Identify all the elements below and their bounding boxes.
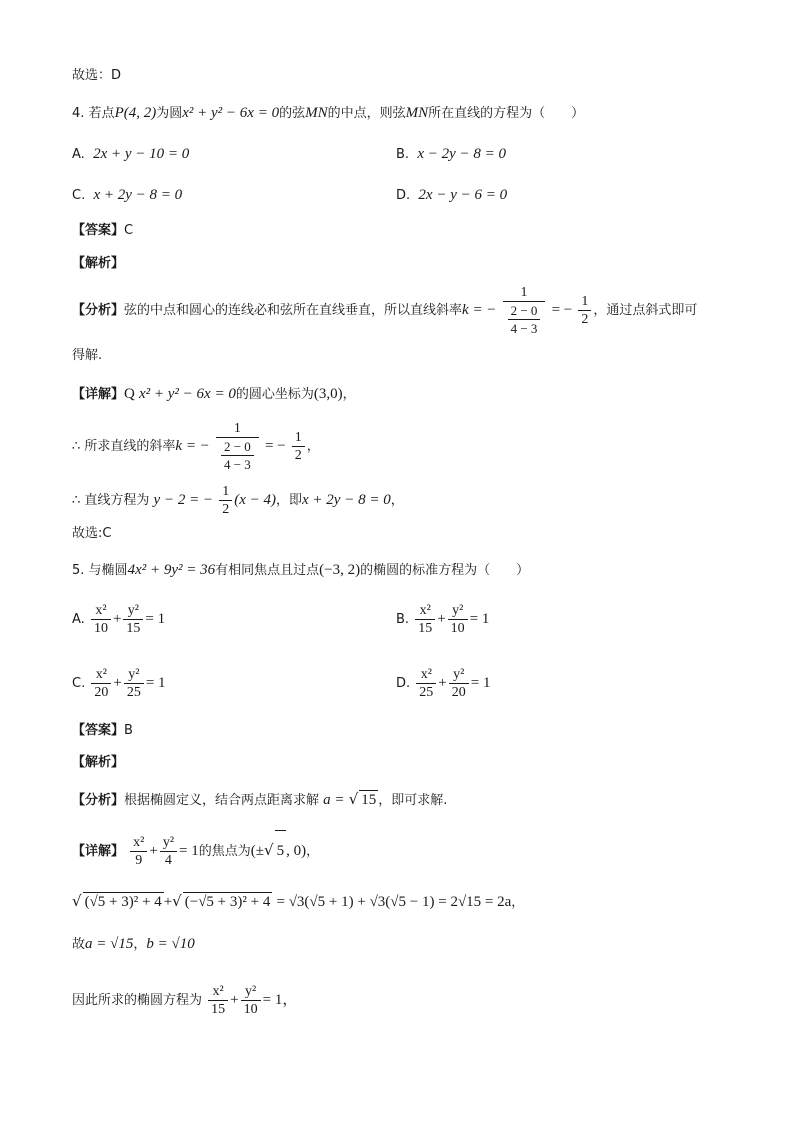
option-text: 2x − y − 6 = 0: [418, 187, 508, 203]
q4-circle-eq: x² + y² − 6x = 0: [182, 105, 280, 121]
opt-a-frac-x: [91, 602, 111, 637]
q5-conclusion: [72, 935, 195, 954]
q4-chord-2: MN: [405, 105, 429, 121]
detail-tag: 【详解】: [72, 387, 125, 402]
slope-inner-den: 4 − 3: [510, 321, 538, 336]
slope-inner-num: 2 − 0: [508, 302, 541, 320]
option-text: x − 2y − 8 = 0: [417, 146, 507, 162]
fenxi-tag: 【分析】: [72, 793, 125, 808]
q4-point: P(4, 2): [114, 105, 157, 121]
line-eq-pre: y − 2 = −: [153, 492, 214, 508]
frac-den: 10: [450, 621, 465, 636]
q5-stem: [72, 561, 529, 580]
option-text: 2x + y − 10 = 0: [93, 146, 190, 162]
q4-option-a: [72, 145, 189, 164]
line-half-fraction: [219, 483, 232, 518]
q5-distance-line: [72, 892, 524, 912]
detail-circle-eq: x² + y² − 6x = 0: [139, 386, 236, 402]
opt-a-frac-y: [123, 602, 143, 637]
plus-sign: +: [230, 992, 239, 1008]
detail-center: (3,0): [313, 386, 343, 402]
analysis-tag: 【解析】: [72, 755, 125, 770]
frac-num: y²: [449, 666, 469, 684]
sqrt-icon: √: [72, 892, 82, 910]
fenxi-end: ，通过点斜式即可: [593, 303, 698, 318]
dist-term-1: (√5 + 3)² + 4: [84, 894, 162, 910]
conc-pre: 故: [72, 937, 86, 952]
option-label: A.: [72, 612, 85, 627]
because-symbol: Q: [124, 386, 135, 402]
q4-fenxi-line2: 得解.: [72, 348, 103, 363]
option-label: C.: [72, 188, 86, 203]
frac-den: 20: [94, 685, 109, 700]
half-num: 1: [578, 293, 591, 311]
slope2-inner-num: 2 − 0: [221, 438, 254, 456]
final-pre: 因此所求的椭圆方程为: [72, 993, 203, 1008]
q4-analysis-tag: [72, 255, 124, 273]
q5-point: (−3, 2): [319, 562, 361, 578]
frac-num: x²: [208, 983, 228, 1001]
conc-b: b = √10: [146, 936, 195, 952]
q4-choose: 故选:C: [72, 526, 112, 541]
line-half-den: 2: [222, 502, 230, 517]
frac-den: 4: [164, 853, 172, 868]
sqrt-icon: √: [172, 892, 182, 910]
option-label: D.: [396, 188, 411, 203]
final-frac-y: [241, 983, 261, 1018]
frac-den: 10: [93, 621, 108, 636]
q5-stem-mid: 有相同焦点且过点: [215, 563, 320, 578]
detail-comma: ，: [306, 844, 320, 859]
q5-analysis-tag: [72, 754, 124, 772]
q4-stem-end: 所在直线的方程为（ ）: [428, 106, 585, 121]
half2-num: 1: [292, 429, 305, 447]
q4-fenxi: [72, 280, 697, 341]
q5-option-b: [396, 602, 489, 637]
q4-answer: [72, 222, 133, 240]
fenxi-a-radicand: 15: [361, 792, 377, 808]
conc-a: a = √15: [85, 936, 134, 952]
opt-c-frac-x: [91, 666, 111, 701]
frac-num: y²: [241, 983, 261, 1001]
frac-den: 15: [211, 1002, 226, 1017]
option-label: B.: [396, 612, 410, 627]
frac-den: 15: [418, 621, 433, 636]
sqrt-icon: √: [348, 790, 359, 808]
option-label: C.: [72, 676, 86, 691]
slope-fraction-den: [503, 302, 546, 337]
plus-sign: +: [112, 611, 122, 627]
detail-focus-left: (±: [250, 843, 264, 859]
q5-detail: [72, 830, 319, 872]
frac-num: x²: [91, 602, 111, 620]
opt-d-frac-x: [416, 666, 436, 701]
frac-num: x²: [415, 602, 435, 620]
fenxi-text: 根据椭圆定义，结合两点距离求解: [124, 793, 320, 808]
slope-inner-fraction: [508, 302, 541, 337]
answer-value: C: [124, 223, 134, 238]
q5-number: 5.: [72, 563, 85, 578]
line-prefix: ∴ 直线方程为: [72, 493, 150, 508]
detail-focus-text: 的焦点为: [198, 844, 251, 859]
slope2-eq-minus: = −: [264, 438, 286, 454]
detail-center-text: 的圆心坐标为: [235, 387, 314, 402]
conc-sep: ，: [133, 937, 147, 952]
q5-final: [72, 980, 297, 1021]
opt-b-frac-y: [448, 602, 468, 637]
plus-sign: +: [149, 843, 158, 859]
q5-option-c: [72, 666, 166, 701]
q4-option-c: [72, 186, 182, 205]
dist-end: ，: [511, 895, 525, 910]
opt-d-frac-y: [449, 666, 469, 701]
equals-one: = 1: [470, 675, 491, 691]
q5-option-d: [396, 666, 490, 701]
answer-tag: 【答案】: [72, 723, 125, 738]
option-label: A.: [72, 147, 85, 162]
frac-den: 20: [451, 685, 466, 700]
half2-fraction: [292, 429, 305, 464]
option-label: D.: [396, 676, 411, 691]
frac-num: y²: [123, 602, 143, 620]
frac-den: 15: [126, 621, 141, 636]
q4-number: 4.: [72, 106, 85, 121]
frac-num: x²: [130, 834, 147, 852]
frac-num: y²: [124, 666, 144, 684]
q4-stem-mid3: 的中点，则弦: [327, 106, 406, 121]
q4-stem-mid2: 的弦: [279, 106, 306, 121]
slope2-comma: ，: [306, 439, 320, 454]
answer-value: B: [124, 723, 133, 738]
final-frac-x: [208, 983, 228, 1018]
q5-stem-pre: 与椭圆: [88, 563, 128, 578]
plus-sign: +: [438, 675, 447, 691]
dist-result: = √3(√5 + 1) + √3(√5 − 1) = 2√15 = 2a: [276, 894, 512, 910]
slope-prefix: ∴ 所求直线的斜率: [72, 439, 176, 454]
slope2-den: [216, 438, 259, 473]
fenxi-k: k = −: [462, 302, 497, 318]
plus-sign: +: [113, 675, 122, 691]
prev-choice-line: 故选：D: [72, 68, 122, 83]
answer-tag: 【答案】: [72, 223, 125, 238]
slope-k: k = −: [175, 438, 210, 454]
equals-one: = 1: [145, 675, 166, 691]
frac-den: 25: [126, 685, 141, 700]
frac-num: x²: [91, 666, 111, 684]
detail-focus-right: , 0): [286, 843, 307, 859]
fenxi-end: ，即可求解.: [378, 793, 448, 808]
fenxi-eq-minus: = −: [551, 302, 573, 318]
equals-one: = 1: [469, 611, 490, 627]
option-text: x + 2y − 8 = 0: [93, 187, 183, 203]
slope2-inner-fraction: [221, 438, 254, 473]
final-end: = 1，: [262, 992, 298, 1008]
equals-one: = 1: [179, 843, 199, 859]
half2-den: 2: [294, 448, 302, 463]
detail-comma: ，: [342, 387, 356, 402]
q4-detail: [72, 385, 356, 404]
detail-tag: 【详解】: [72, 844, 125, 859]
frac-den: 10: [243, 1002, 258, 1017]
sqrt-icon: √: [264, 841, 274, 859]
frac-num: y²: [160, 834, 177, 852]
line-final: x + 2y − 8 = 0: [302, 492, 391, 508]
option-label: B.: [396, 147, 410, 162]
half-den: 2: [581, 312, 589, 327]
fenxi-text: 弦的中点和圆心的连线必和弦所在直线垂直，所以直线斜率: [124, 303, 463, 318]
q4-stem: [72, 104, 584, 123]
slope2-fraction: [216, 420, 259, 473]
line-eq-post: (x − 4): [234, 492, 276, 508]
slope-fraction: [503, 284, 546, 337]
plus-sign: +: [163, 894, 173, 910]
line-end: ，: [390, 493, 404, 508]
half-fraction: [578, 293, 591, 328]
frac-den: 9: [135, 853, 143, 868]
q4-option-b: [396, 145, 506, 164]
q4-stem-pre: 若点: [88, 106, 115, 121]
detail-frac-y: [160, 834, 177, 869]
q5-fenxi: [72, 790, 447, 810]
q5-stem-end: 的椭圆的标准方程为（ ）: [360, 563, 530, 578]
q4-chord-1: MN: [305, 105, 328, 121]
line-half-num: 1: [219, 483, 232, 501]
slope-fraction-num: 1: [503, 284, 546, 302]
fenxi-tag: 【分析】: [72, 303, 125, 318]
equals-one: = 1: [145, 611, 166, 627]
analysis-tag: 【解析】: [72, 256, 125, 271]
slope2-num: 1: [216, 420, 259, 438]
q4-stem-mid1: 为圆: [156, 106, 183, 121]
q4-option-d: [396, 186, 507, 205]
q4-slope-line: [72, 418, 320, 475]
opt-b-frac-x: [415, 602, 435, 637]
opt-c-frac-y: [124, 666, 144, 701]
detail-focus-radicand: 5: [275, 830, 287, 871]
frac-num: x²: [416, 666, 436, 684]
q5-option-a: [72, 602, 165, 637]
frac-num: y²: [448, 602, 468, 620]
q4-line-eq: [72, 482, 404, 519]
fenxi-a: a =: [323, 792, 345, 808]
q5-answer: [72, 722, 133, 740]
plus-sign: +: [437, 611, 446, 627]
frac-den: 25: [419, 685, 434, 700]
detail-frac-x: [130, 834, 147, 869]
slope2-inner-den: 4 − 3: [223, 457, 251, 472]
line-mid: ，即: [276, 493, 303, 508]
q5-ellipse: 4x² + 9y² = 36: [127, 562, 216, 578]
dist-term-2: (−√5 + 3)² + 4: [184, 894, 271, 910]
